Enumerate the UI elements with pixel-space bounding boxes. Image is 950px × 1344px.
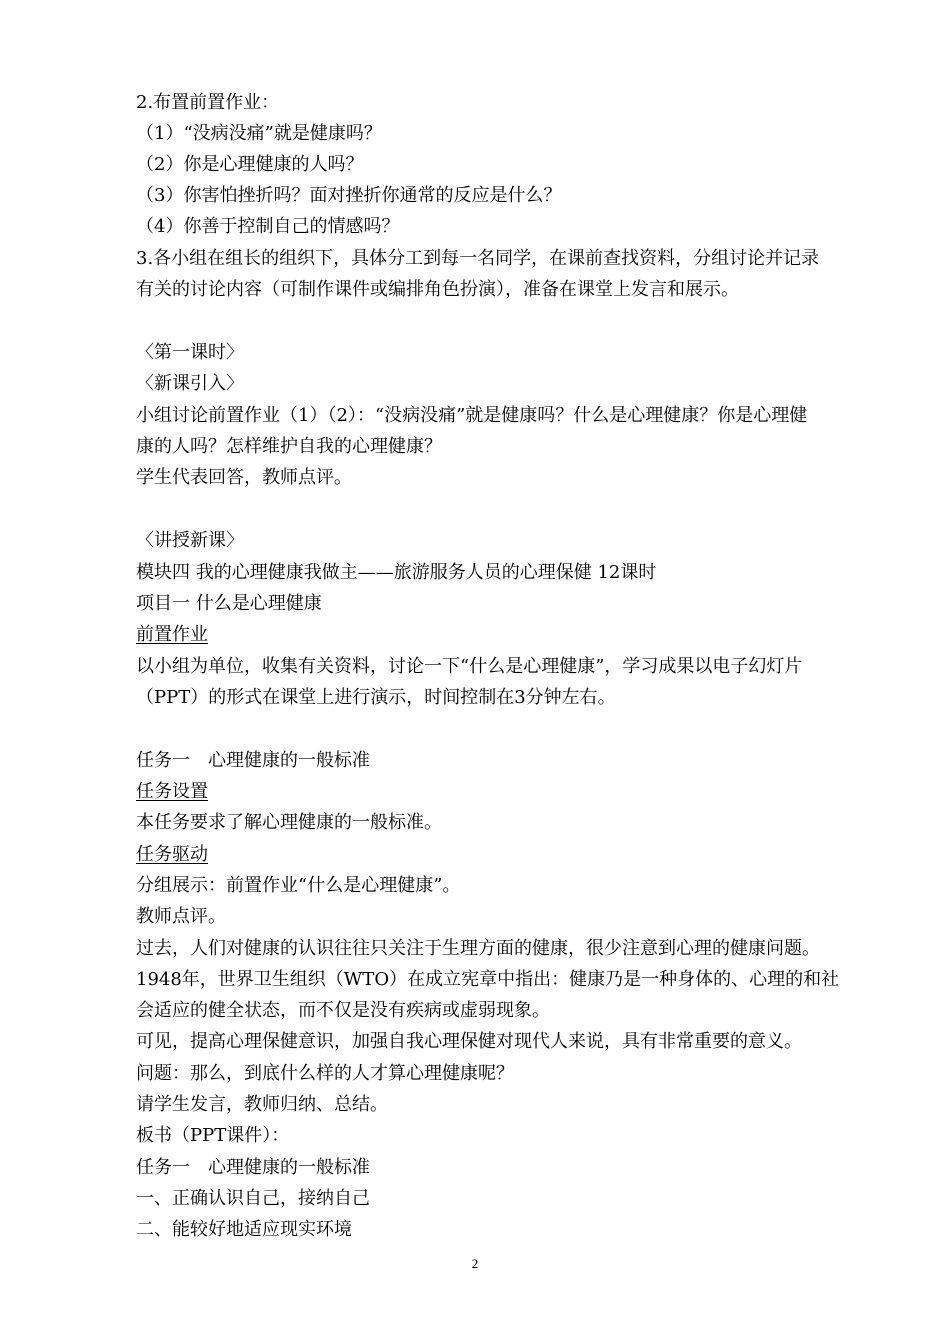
section-heading: 前置作业 xyxy=(136,624,208,645)
text-line: 项目一 什么是心理健康 xyxy=(136,593,322,614)
text-line: 会适应的健全状态，而不仅是没有疾病或虚弱现象。 xyxy=(136,1000,550,1021)
text-line: （1）“没病没痛”就是健康吗？ xyxy=(136,123,382,144)
text-line: 本任务要求了解心理健康的一般标准。 xyxy=(136,812,442,833)
text-line: （3）你害怕挫折吗？面对挫折你通常的反应是什么？ xyxy=(136,185,562,206)
text-line: 请学生发言，教师归纳、总结。 xyxy=(136,1094,388,1115)
text-line: 过去，人们对健康的认识往往只关注于生理方面的健康，很少注意到心理的健康问题。 xyxy=(136,938,820,959)
section-heading: 任务驱动 xyxy=(136,844,208,865)
text-line: 康的人吗？怎样维护自我的心理健康？ xyxy=(136,436,442,457)
text-line: 2.布置前置作业： xyxy=(136,92,280,113)
text-line: 问题：那么，到底什么样的人才算心理健康呢？ xyxy=(136,1063,514,1084)
text-line: 板书（PPT课件）： xyxy=(136,1125,290,1146)
text-line: 小组讨论前置作业（1）（2）：“没病没痛”就是健康吗？什么是心理健康？你是心理健 xyxy=(136,405,808,426)
text-line: 二、能较好地适应现实环境 xyxy=(136,1219,352,1240)
text-line: 〈第一课时〉 xyxy=(136,342,244,363)
text-line: 任务一 心理健康的一般标准 xyxy=(136,1157,370,1178)
text-line: 一、正确认识自己，接纳自己 xyxy=(136,1188,370,1209)
text-line: 模块四 我的心理健康我做主——旅游服务人员的心理保健 12课时 xyxy=(136,562,657,583)
text-line: 〈新课引入〉 xyxy=(136,373,244,394)
text-line: 3.各小组在组长的组织下，具体分工到每一名同学，在课前查找资料，分组讨论并记录 xyxy=(136,248,820,269)
text-line: 〈讲授新课〉 xyxy=(136,530,244,551)
page-number: 2 xyxy=(471,1256,479,1271)
text-line: （2）你是心理健康的人吗？ xyxy=(136,154,364,175)
text-line: 有关的讨论内容（可制作课件或编排角色扮演），准备在课堂上发言和展示。 xyxy=(136,279,739,300)
text-line: 任务一 心理健康的一般标准 xyxy=(136,750,370,771)
text-line: 教师点评。 xyxy=(136,906,226,927)
text-line: （4）你善于控制自己的情感吗？ xyxy=(136,216,400,237)
text-line: （PPT）的形式在课堂上进行演示，时间控制在3分钟左右。 xyxy=(136,687,616,708)
text-line: 以小组为单位，收集有关资料，讨论一下“什么是心理健康”，学习成果以电子幻灯片 xyxy=(136,656,803,677)
text-line: 分组展示：前置作业“什么是心理健康”。 xyxy=(136,875,461,896)
section-heading: 任务设置 xyxy=(136,781,208,802)
text-line: 学生代表回答，教师点评。 xyxy=(136,467,352,488)
text-line: 可见，提高心理保健意识，加强自我心理保健对现代人来说，具有非常重要的意义。 xyxy=(136,1031,802,1052)
text-line: 1948年，世界卫生组织（WTO）在成立宪章中指出：健康乃是一种身体的、心理的和社 xyxy=(136,969,840,990)
